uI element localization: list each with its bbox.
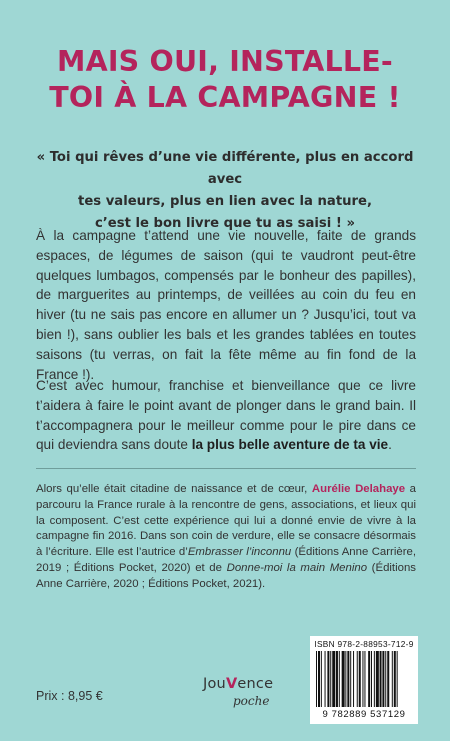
headline-line-2: TOI À LA CAMPAGNE ! [49,81,401,114]
body-paragraph-2-text: C’est avec humour, franchise et bienveillance que ce livre t’aidera à faire le point avant de plonger dans le grand bain. Il t’accompagnera pour le meilleur comme pour le pire dans ce qui deviendra sans doute [36,378,416,453]
body-paragraph-2 [36,376,416,455]
pull-quote-line-1: « Toi qui rêves d’une vie différente, plus en accord avec [36,150,414,187]
pull-quote [36,147,414,235]
price-label: Prix : 8,95 € [36,689,103,703]
barcode-icon [316,651,412,707]
headline-line-1: MAIS OUI, INSTALLE- [57,45,393,78]
publisher-name-part-2: ence [237,676,274,692]
author-bio-text-3: (Éditions Anne Carrière, 2020 ; Éditions Pocket, 2021). [36,561,416,590]
barcode-panel [310,636,418,724]
author-bio-text-2: (Éditions Anne Carrière, 2019 ; Éditions Pocket, 2020) et de [36,546,417,574]
pull-quote-line-2: tes valeurs, plus en lien avec la nature, [78,194,372,209]
section-divider [36,468,416,469]
publisher-name-v: V [225,676,238,692]
body-paragraph-1: À la campagne t’attend une vie nouvelle, faite de grands espaces, de légumes de saison (qui te vaudront peut-être quelques lumbagos, compensés par le bonheur des papilles), de marguerites au printemps, de veillées au coin du feu en hiver (tu ne sais pas encore en allumer un ? Jusqu’ici, tout va bien !), sans oublier les bals et les grandes tablées en toutes saisons (tu verras, on fait la fête même au fin fond de la France !). [36,228,416,382]
author-name: Aurélie Delahaye [311,483,406,495]
author-bio-intro: Alors qu’elle était citadine de naissance et de cœur, [36,483,312,495]
pull-quote-line-3: c’est le bon livre que tu as saisi ! » [94,216,356,231]
collection-name: poche [233,694,270,708]
publisher-name-part-1: Jou [203,676,226,692]
body-paragraph-2-emphasis: la plus belle aventure de ta vie [191,437,389,453]
publisher-name [203,676,273,692]
isbn-label: ISBN 978-2-88953-712-9 [314,639,414,649]
body-paragraph-2-end: . [388,437,392,453]
headline [0,44,450,116]
publisher-logo [203,676,283,716]
ean-number: 9 782889 537129 [322,709,406,720]
author-bio-text-1: a parcouru la France rurale à la rencontre de gens, associations, et lieux qui la composent. C’est cette expérience qui lui a donné envie de vivre à la campagne fin 2016. Dans son coin de verdure, elle se consacre désormais à l’écriture. Elle est l’autrice d’ [36,483,416,559]
book-title-2: Donne-moi la main Menino [226,561,368,574]
book-title-1: Embrasser l’inconnu [187,546,292,559]
author-bio [36,482,416,593]
